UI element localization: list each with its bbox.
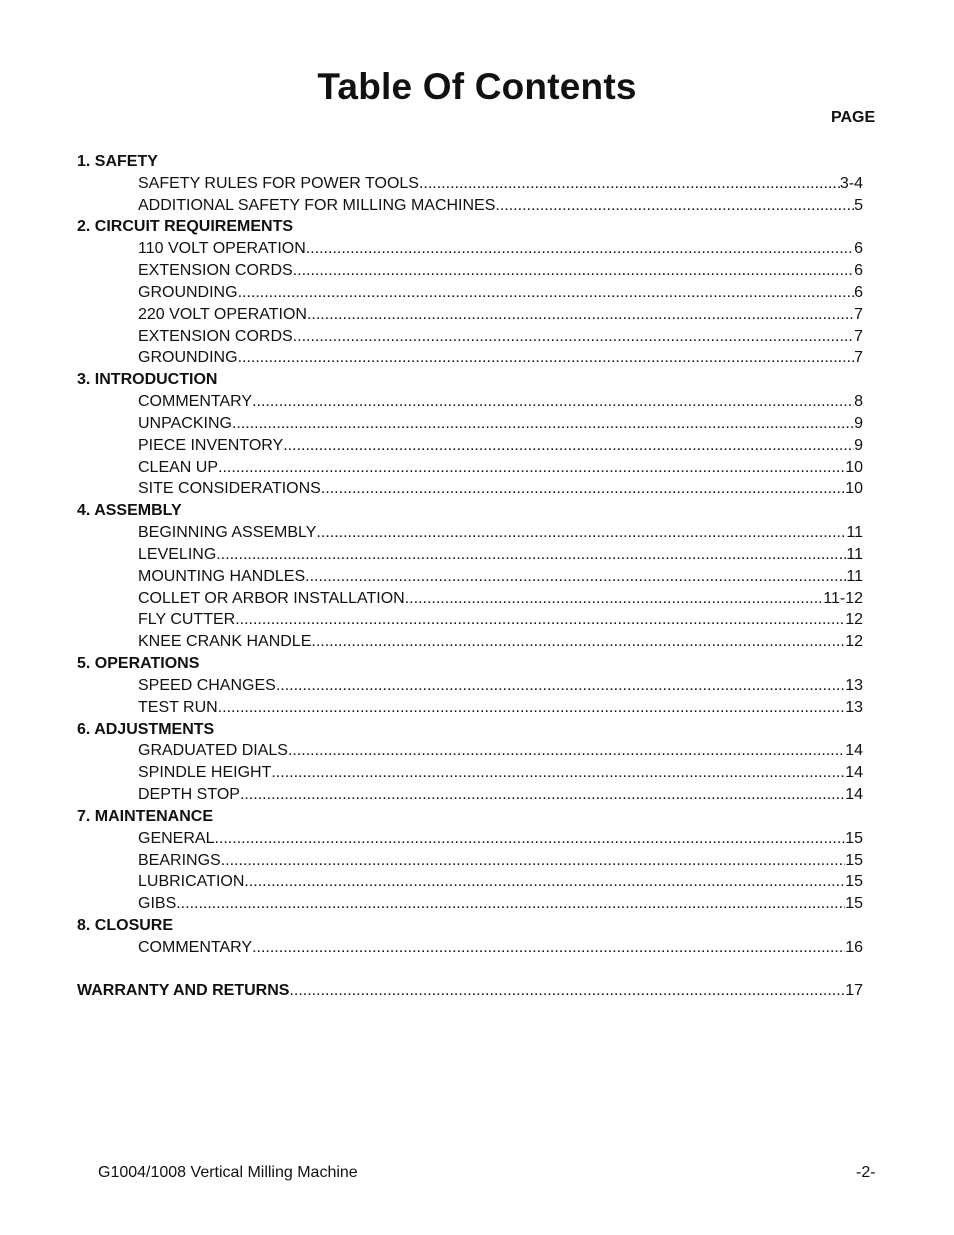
toc-entry-label: CLEAN UP [138,458,219,476]
toc-entry [77,697,863,719]
toc-section-heading: 5. OPERATIONS [77,655,200,673]
toc-entry-page: 12 [845,633,863,651]
toc-entry [77,828,863,850]
toc-entry-page: 13 [845,698,863,716]
toc-entry [77,740,863,762]
dot-leader [311,631,845,653]
toc-entry-label: TEST RUN [138,698,218,716]
toc-entry [77,326,863,348]
toc-entry [77,260,863,282]
toc-entry-label: SPINDLE HEIGHT [138,764,272,782]
toc-entry-label: KNEE CRANK HANDLE [138,633,312,651]
toc-entry [77,675,863,697]
toc-entry-label: EXTENSION CORDS [138,262,293,280]
toc-entry-page: 11-12 [823,589,863,607]
toc-entry-page: 6 [854,262,863,280]
toc-entry [77,282,863,304]
toc-entry-page: 6 [854,283,863,301]
toc-entry [77,391,863,413]
dot-leader [495,195,854,217]
toc-entry-label: MOUNTING HANDLES [138,567,306,585]
toc-entry [77,937,863,959]
dot-leader [316,522,846,544]
toc-entry-page: 15 [845,851,863,869]
toc-entry [77,893,863,915]
toc-entry [77,522,863,544]
toc-entry-label: SITE CONSIDERATIONS [138,480,321,498]
toc-entry-label: COMMENTARY [138,938,253,956]
toc-entry-page: 14 [845,742,863,760]
dot-leader [232,413,854,435]
toc-entry-label: DEPTH STOP [138,786,240,804]
toc-entry-page: 6 [854,240,863,258]
dot-leader [293,326,854,348]
toc-entry-label: WARRANTY AND RETURNS [77,982,290,1000]
toc-entry-page: 10 [845,480,863,498]
toc-entry-label: SPEED CHANGES [138,676,276,694]
toc-entry-page: 9 [854,436,863,454]
toc-entry [77,435,863,457]
dot-leader [321,478,845,500]
toc-section-heading: 8. CLOSURE [77,916,174,934]
spacer [77,959,863,981]
dot-leader [216,544,846,566]
toc-entry-page: 12 [845,611,863,629]
toc-entry-label: COLLET OR ARBOR INSTALLATION [138,589,405,607]
toc-entry-page: 11 [846,524,863,542]
toc-entry [77,566,863,588]
toc-entry-page: 9 [854,414,863,432]
toc-entry [77,784,863,806]
toc-entry [77,413,863,435]
page-title: Table Of Contents [317,66,637,107]
toc-entry-page: 11 [846,567,863,585]
toc-entry-page: 8 [854,393,863,411]
toc-entry [77,850,863,872]
dot-leader [293,260,854,282]
toc-entry-page: 3-4 [839,174,863,192]
dot-leader [252,937,845,959]
page-column-header: PAGE [831,109,876,126]
toc-entry-label: GENERAL [138,829,215,847]
toc-entry-label: BEGINNING ASSEMBLY [138,524,317,542]
toc-entry-page: 11 [846,545,863,563]
toc-entry [77,762,863,784]
toc-section-heading: 7. MAINTENANCE [77,807,214,825]
toc-entry [77,238,863,260]
toc-entry-label: LEVELING [138,545,217,563]
toc-entry-page: 15 [845,873,863,891]
dot-leader [244,871,845,893]
toc-entry [77,347,863,369]
dot-leader [288,740,845,762]
dot-leader [235,609,845,631]
toc-entry-page: 17 [845,982,863,1000]
toc-entry-label: GRADUATED DIALS [138,742,288,760]
toc-entry [77,631,863,653]
toc-warranty-entry [77,980,863,1002]
toc-entry [77,195,863,217]
toc-entry-page: 15 [845,895,863,913]
toc-section-heading: 2. CIRCUIT REQUIREMENTS [77,218,294,236]
toc-entry [77,544,863,566]
dot-leader [218,697,845,719]
dot-leader [214,828,845,850]
toc-entry-label: FLY CUTTER [138,611,236,629]
dot-leader [238,347,855,369]
dot-leader [419,173,840,195]
toc-section-heading: 3. INTRODUCTION [77,371,218,389]
footer-page-number: -2- [856,1164,876,1181]
toc-entry-label: GROUNDING [138,283,238,301]
dot-leader [176,893,845,915]
dot-leader [307,304,854,326]
toc-entry-page: 5 [854,196,863,214]
toc-entry-page: 14 [845,764,863,782]
toc-section-heading: 4. ASSEMBLY [77,502,182,520]
dot-leader [271,762,845,784]
toc-entry [77,457,863,479]
toc-entry-label: PIECE INVENTORY [138,436,284,454]
toc-entry-label: GROUNDING [138,349,238,367]
toc-entry-page: 7 [854,327,863,345]
toc-entry-page: 10 [845,458,863,476]
dot-leader [221,850,846,872]
toc-entry [77,304,863,326]
footer-document-name: G1004/1008 Vertical Milling Machine [98,1164,358,1181]
dot-leader [283,435,854,457]
toc-entry-label: BEARINGS [138,851,221,869]
dot-leader [276,675,845,697]
toc-entry-page: 14 [845,786,863,804]
toc-entry [77,871,863,893]
dot-leader [305,566,846,588]
toc-entry-label: EXTENSION CORDS [138,327,293,345]
toc-entry-label: SAFETY RULES FOR POWER TOOLS [138,174,419,192]
table-of-contents [77,151,863,1002]
toc-entry-label: 110 VOLT OPERATION [138,240,306,258]
dot-leader [405,588,824,610]
toc-entry-label: LUBRICATION [138,873,245,891]
toc-entry-label: GIBS [138,895,177,913]
toc-entry-page: 13 [845,676,863,694]
dot-leader [218,457,845,479]
toc-entry-page: 7 [854,349,863,367]
toc-entry-label: ADDITIONAL SAFETY FOR MILLING MACHINES [138,196,496,214]
toc-entry-page: 15 [845,829,863,847]
toc-entry [77,609,863,631]
toc-entry-page: 16 [845,938,863,956]
toc-entry-label: 220 VOLT OPERATION [138,305,307,323]
toc-entry [77,478,863,500]
toc-entry [77,588,863,610]
toc-section-heading: 6. ADJUSTMENTS [77,720,215,738]
dot-leader [252,391,854,413]
dot-leader [289,980,845,1002]
dot-leader [238,282,855,304]
toc-entry [77,173,863,195]
toc-entry-label: UNPACKING [138,414,232,432]
dot-leader [240,784,845,806]
toc-entry-page: 7 [854,305,863,323]
dot-leader [306,238,854,260]
toc-entry-label: COMMENTARY [138,393,253,411]
toc-section-heading: 1. SAFETY [77,153,158,170]
